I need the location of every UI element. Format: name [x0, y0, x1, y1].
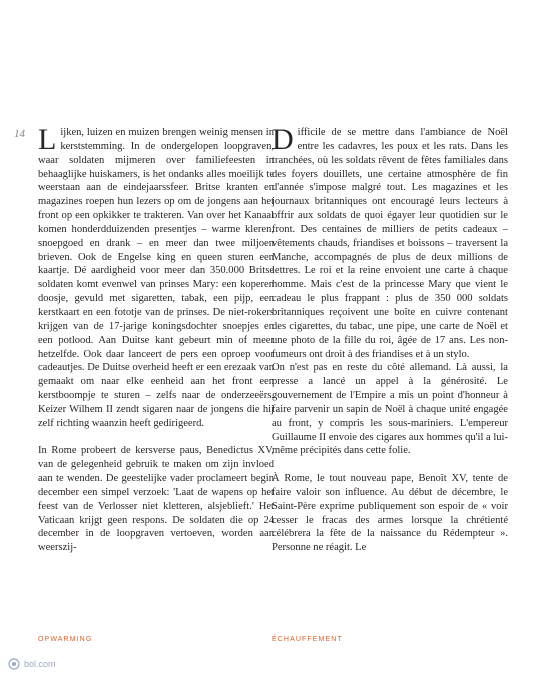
- paragraph: On n'est pas en reste du côté allemand. Là aussi, la presse a lancé un appel à la générosité. Le gouvernement de l'Empire a mis un point d'honneur à faire parvenir un sapin de Noël à chaque unité engagée au front, y compris les sous-mariniers. L'empereur Guillaume II envoie des cigares aux hommes qu'il a lui-même précipités dans cette folie.: [272, 362, 508, 457]
- page-number: 14: [14, 128, 25, 140]
- watermark-logo-icon: [8, 658, 20, 670]
- watermark-text: bol.com: [24, 659, 56, 669]
- paragraph: À Rome, le tout nouveau pape, Benoît XV, tente de faire valoir son influence. Au début de décembre, le Saint-Père exprime publiquement son espoir de « voir cesser le fracas des armes lorsque la chrétienté célébrera la fête de la naissance du Rédempteur ». Personne ne réagit. Le: [272, 473, 508, 554]
- french-column: [272, 123, 508, 555]
- footer-label-left: OPWARMING: [38, 636, 93, 643]
- footer-label-right: ÉCHAUFFEMENT: [272, 636, 343, 643]
- paragraph: In Rome probeert de kersverse paus, Benedictus XV, van de gelegenheid gebruik te maken om zijn invloed aan te wenden. De geestelijke vader proclameert begin december een simpel verzoek: 'Laat de wapens op het feest van de Verlosser niet kletteren, alsjeblieft.' Het Vaticaan krijgt geen respons. De soldaten die op 24 december in de loopgraven vertoeven, worden aan weerszij-: [38, 445, 274, 554]
- paragraph: Lijken, luizen en muizen brengen weinig mensen in kerststemming. In de ondergelopen loopgraven, waar soldaten mijmeren over familiefeesten in behaaglijke huiskamers, is het ondanks alles moeilijk te weerstaan aan de eindejaarssfeer. Britse kranten en magazines roepen hun lezers op om de jongens aan het front op een opkikker te trakteren. Van over het Kanaal komen honderdduizenden presentjes – warme kleren, snoepgoed en drank – en meer dan twee miljoen brieven. Ook de Engelse king en queen sturen een kaartje. Dé aardigheid voor meer dan 350.000 Britse soldaten komt evenwel van prinses Mary: een koperen doosje, gevuld met sigaretten, tabak, een pijp, een kerstkaart en een fototje van de prinses. De niet-rokers krijgen van de 17-jarige koningsdochter snoepjes en een potlood. Aan Duitse kant gebeurt min of meer hetzelfde. Ook daar lanceert de pers een oproep voor cadeautjes. De Duitse overheid heeft er een erezaak van gemaakt om naar elke eenheid aan het front een kerstboompje te sturen – zelfs naar de onderzeeërs. Keizer Wilhem II zendt sigaren naar de jongens die hij zelf richting waanzin heeft gedirigeerd.: [38, 123, 274, 429]
- dutch-column: [38, 123, 274, 555]
- watermark: [8, 655, 158, 673]
- paragraph: Difficile de se mettre dans l'ambiance de Noël entre les cadavres, les poux et les rats. Dans les tranchées, où les soldats rêvent de fêtes familiales dans des foyers douillets, une certaine atmosphère de fin d'année s'impose malgré tout. Les magazines et les journaux britanniques ont encouragé leurs lecteurs à offrir aux soldats de quoi égayer leur quotidien sur le front. Des centaines de milliers de petits cadeaux – vêtements chauds, friandises et boissons – traversent la Manche, accompagnés de plus de deux millions de lettres. Le roi et la reine envoient une carte à chaque homme. Mais c'est de la princesse Mary que vient le cadeau le plus frappant : plus de 350 000 soldats britanniques reçoivent une boîte en cuivre contenant des cigarettes, du tabac, une pipe, une carte de Noël et une photo de la fille du roi, âgée de 17 ans. Les non-fumeurs ont droit à des friandises et à un stylo.: [272, 123, 508, 360]
- drop-cap: D: [272, 123, 294, 156]
- drop-cap: L: [38, 123, 57, 156]
